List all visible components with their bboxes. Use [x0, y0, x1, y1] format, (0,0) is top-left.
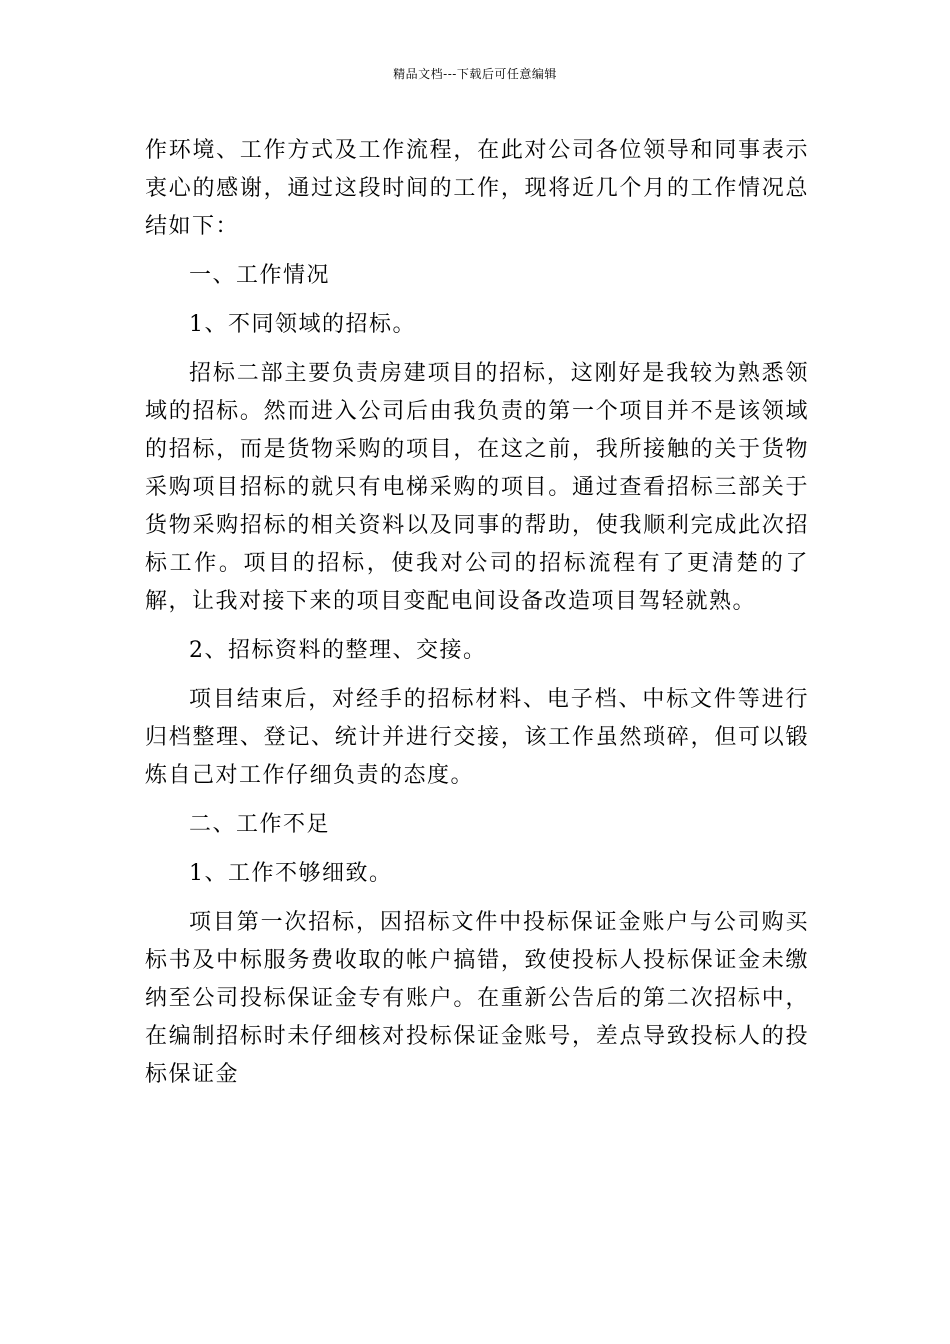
paragraph-deposit-error: 项目第一次招标，因招标文件中投标保证金账户与公司购买标书及中标服务费收取的帐户搞错，致使投标人投标保证金未缴纳至公司投标保证金专有账户。在重新公告后的第二次招标中，在编制招标时未仔细核对投标保证金账号，差点导致投标人的投标保证金	[145, 910, 809, 1087]
section-heading-work-situation: 一、工作情况	[189, 263, 331, 288]
document-body	[145, 132, 809, 1105]
page-header: 精品文档---下载后可任意编辑	[393, 67, 557, 81]
paragraph-bidding-details: 招标二部主要负责房建项目的招标，这刚好是我较为熟悉领域的招标。然而进入公司后由我负责的第一个项目并不是该领域的招标，而是货物采购的项目，在这之前，我所接触的关于货物采购项目招标的就只有电梯采购的项目。通过查看招标三部关于货物采购招标的相关资料以及同事的帮助，使我顺利完成此次招标工作。项目的招标，使我对公司的招标流程有了更清楚的了解，让我对接下来的项目变配电间设备改造项目驾轻就熟。	[145, 361, 809, 614]
paragraph-intro: 作环境、工作方式及工作流程，在此对公司各位领导和同事表示衷心的感谢，通过这段时间的工作，现将近几个月的工作情况总结如下：	[145, 138, 809, 239]
subheading-materials-handover: 2、招标资料的整理、交接。	[189, 638, 487, 663]
section-heading-shortcomings: 二、工作不足	[189, 812, 331, 837]
paragraph-archiving: 项目结束后，对经手的招标材料、电子档、中标文件等进行归档整理、登记、统计并进行交接，该工作虽然琐碎，但可以锻炼自己对工作仔细负责的态度。	[145, 687, 809, 788]
subheading-different-fields: 1、不同领域的招标。	[189, 312, 416, 337]
subheading-not-careful: 1、工作不够细致。	[189, 861, 393, 886]
